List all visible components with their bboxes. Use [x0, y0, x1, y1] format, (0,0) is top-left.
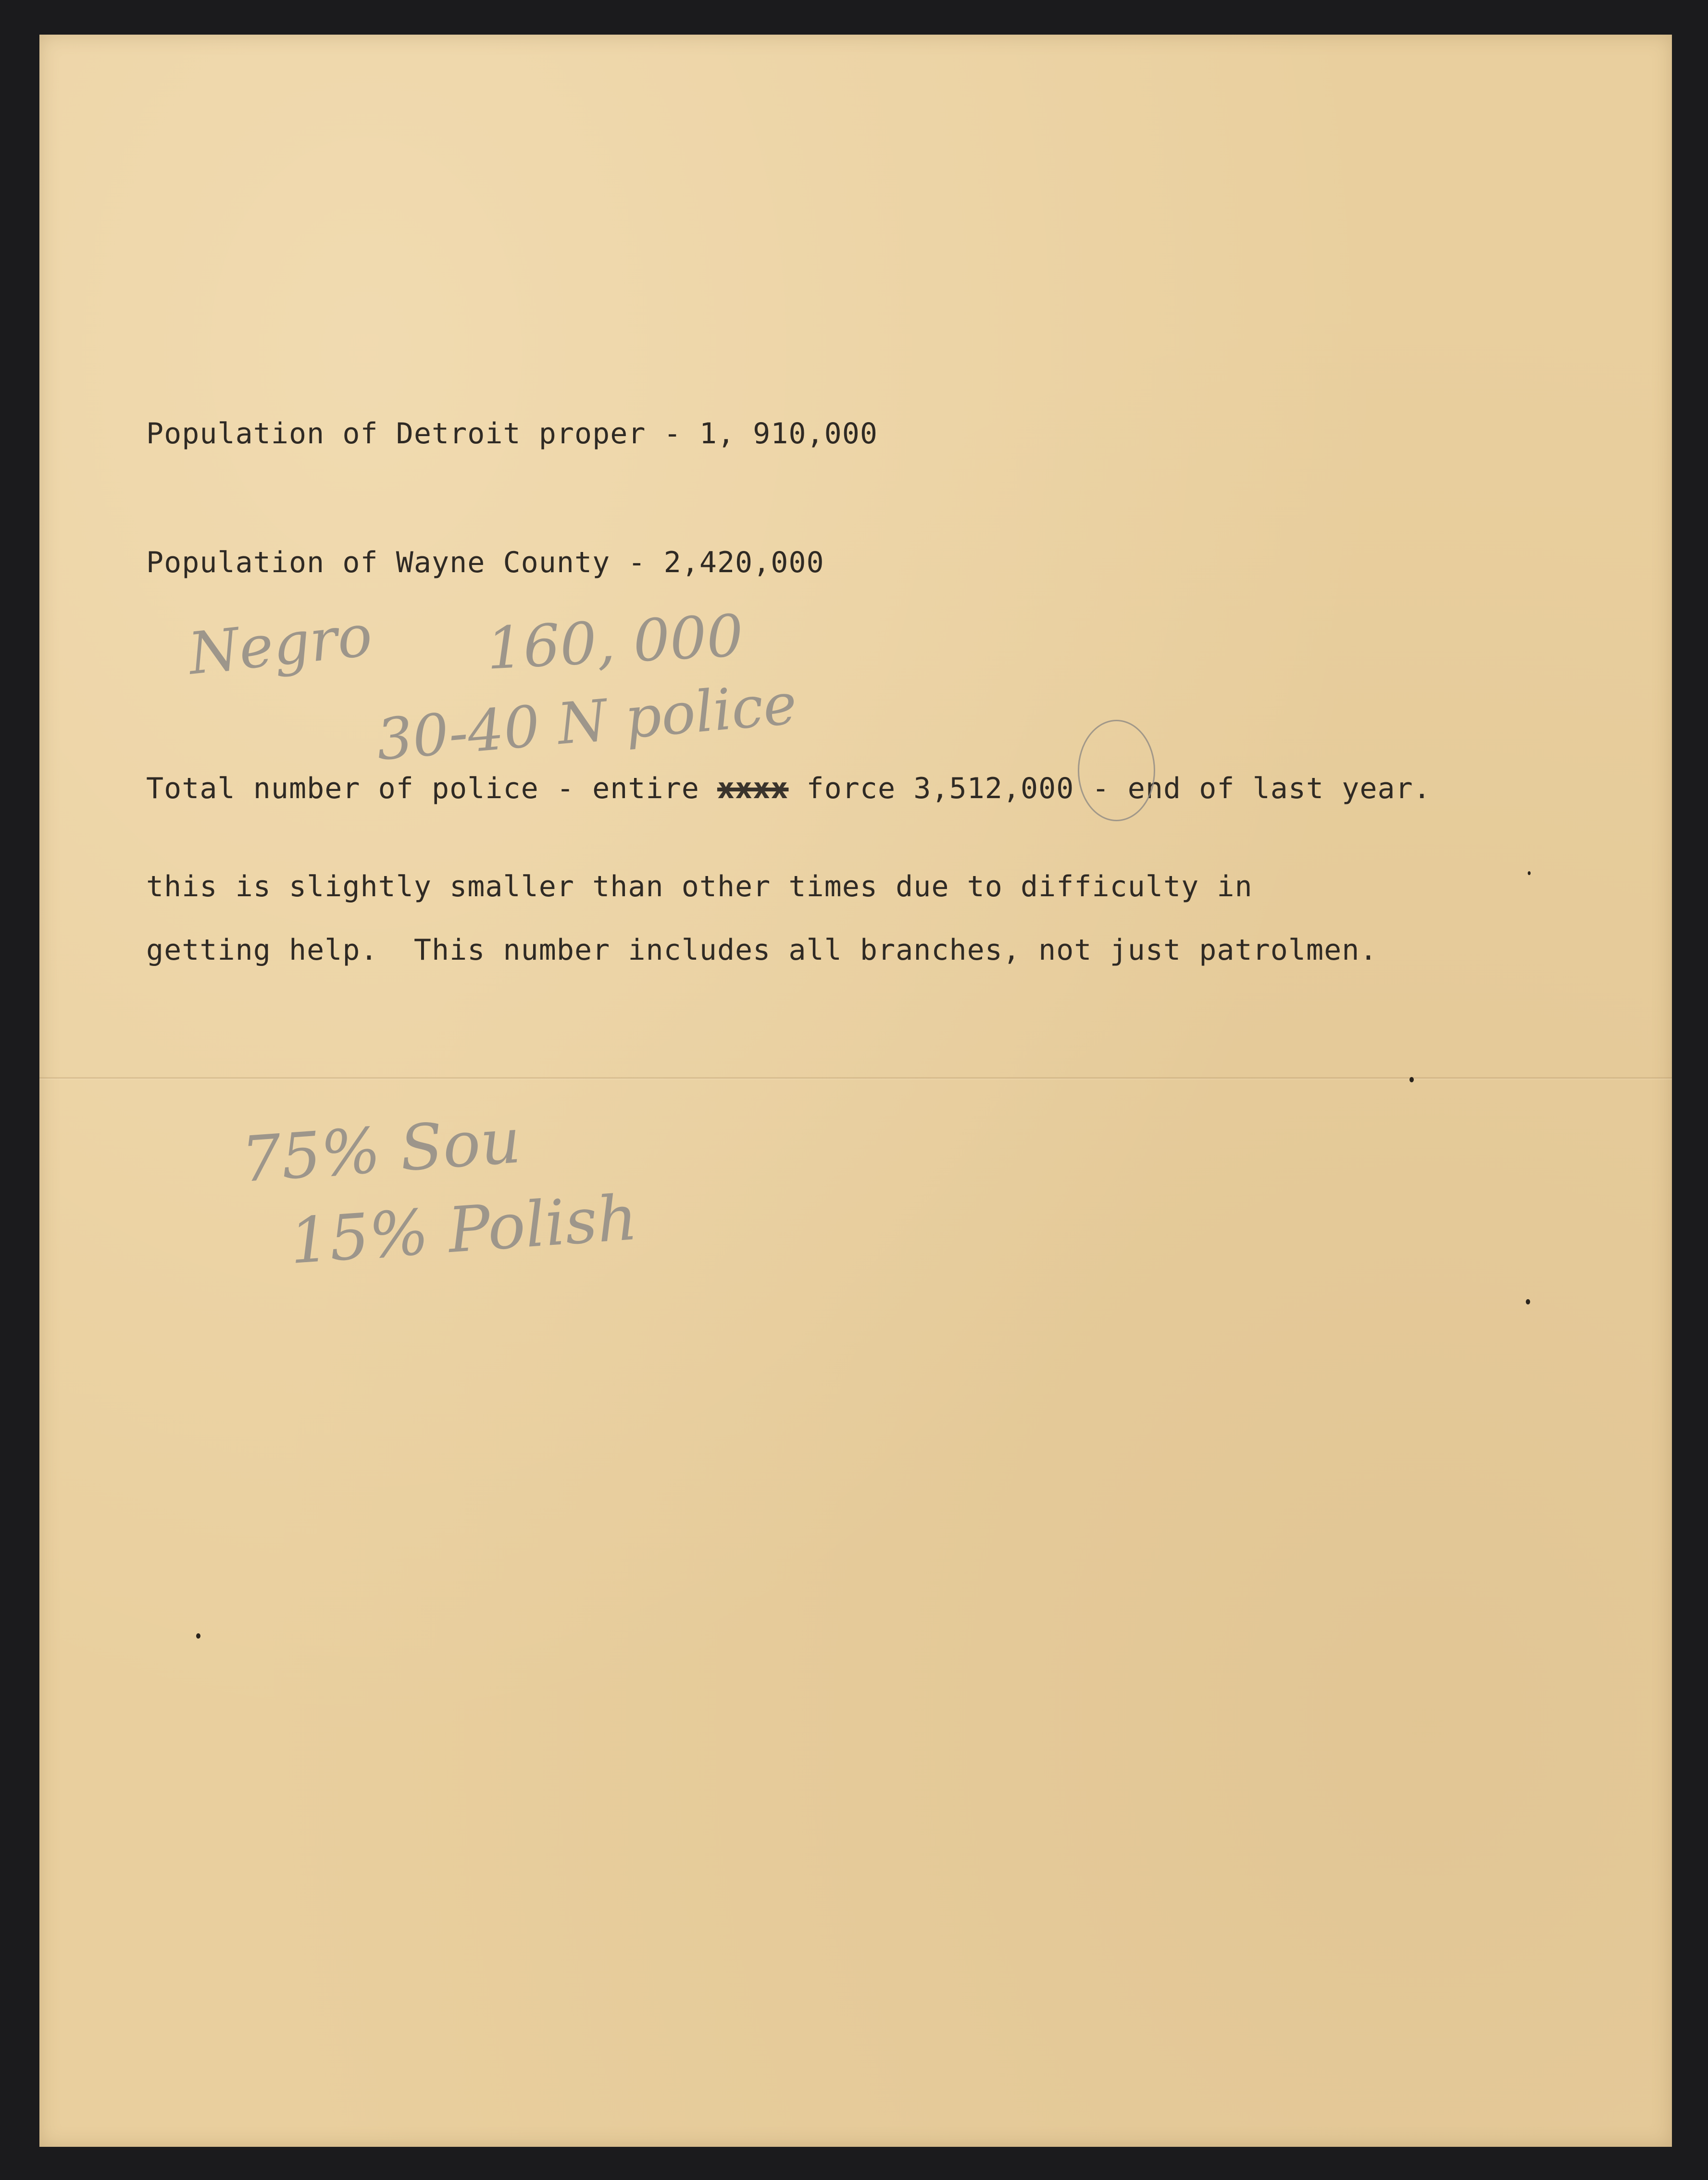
paper-fold-line: [39, 1077, 1672, 1080]
police-total-line: [146, 774, 1431, 803]
handwritten-percent-line-1: 75% Sou: [239, 1103, 523, 1197]
handwritten-negro-label: Negro: [185, 602, 375, 688]
handwritten-police-note: 30-40 N police: [374, 670, 799, 773]
circled-zeros: 000: [1021, 772, 1074, 805]
police-total-middle: force 3,512,: [788, 772, 1021, 805]
detroit-population-line: Population of Detroit proper - 1, 910,000: [146, 417, 878, 451]
note-line-2: getting help. This number includes all branches, not just patrolmen.: [146, 933, 1378, 967]
pencil-circle-mark: [1078, 720, 1155, 821]
ink-speck: [1528, 871, 1531, 875]
ink-speck: [196, 1633, 200, 1639]
police-total-prefix: Total number of police - entire: [146, 772, 717, 805]
handwritten-negro-count: 160, 000: [485, 602, 745, 683]
wayne-county-population-line: Population of Wayne County - 2,420,000: [146, 546, 824, 579]
ink-speck: [1409, 1077, 1414, 1082]
note-line-1: this is slightly smaller than other times due to difficulty in: [146, 870, 1253, 903]
struck-out-word: xxxx: [717, 772, 789, 805]
paper-sheet: [39, 35, 1672, 2147]
ink-speck: [1526, 1299, 1530, 1304]
police-total-suffix: - end of last year.: [1074, 772, 1431, 805]
handwritten-percent-line-2: 15% Polish: [287, 1180, 640, 1278]
